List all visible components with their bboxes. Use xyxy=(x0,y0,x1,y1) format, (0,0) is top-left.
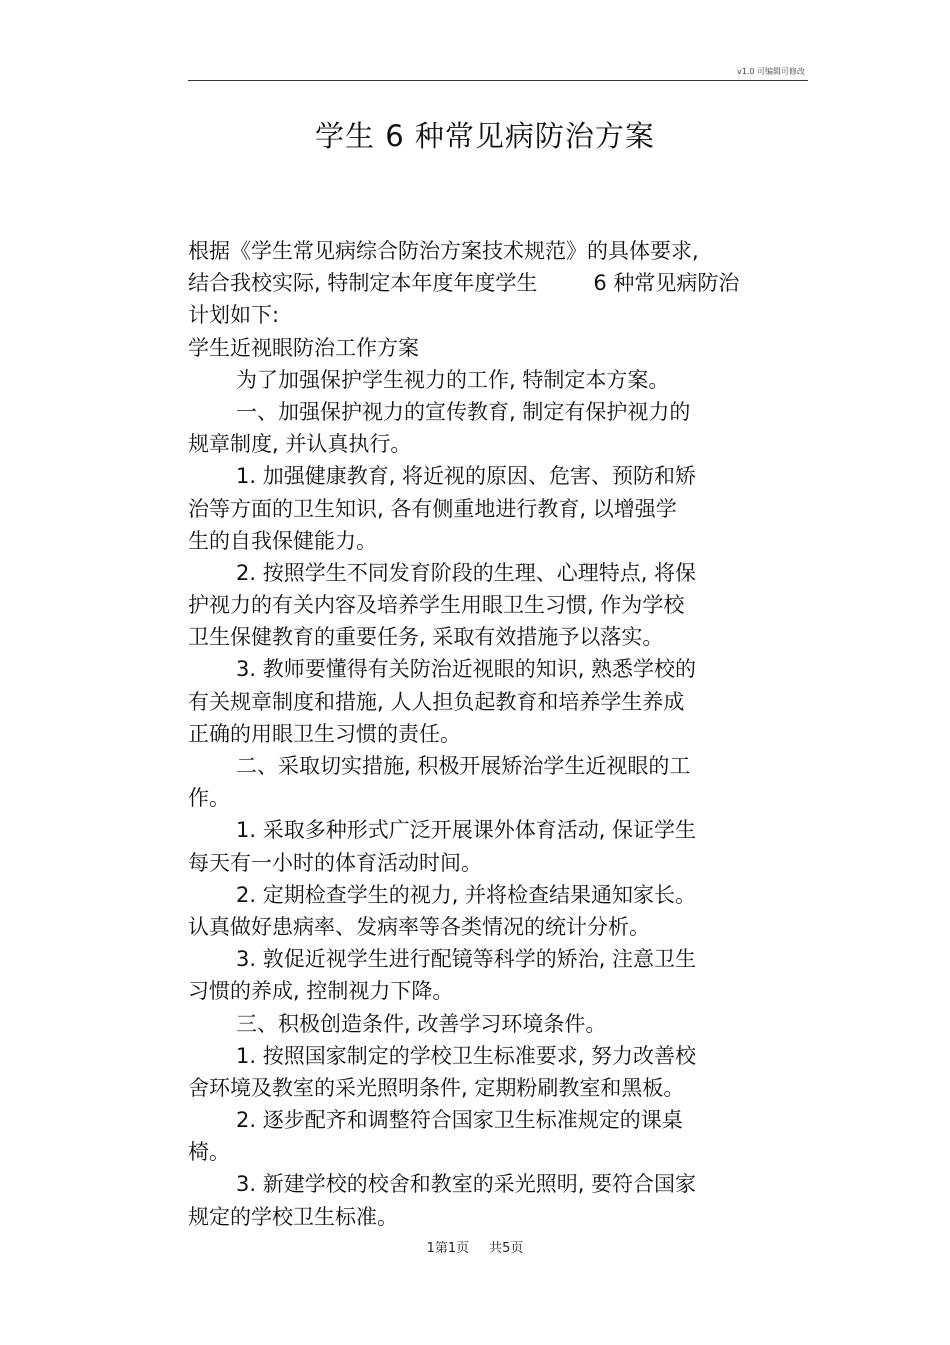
page-number: 1第1页 xyxy=(426,1241,470,1256)
paragraph-line: 作。 xyxy=(188,786,230,811)
intro-line: 根据《学生常见病综合防治方案技术规范》的具体要求, xyxy=(188,239,699,263)
paragraph-line: 1. 加强健康教育, 将近视的原因、危害、预防和矫 xyxy=(236,464,697,489)
header-divider xyxy=(188,80,808,81)
paragraph-line: 三、积极创造条件, 改善学习环境条件。 xyxy=(236,1011,607,1036)
paragraph-line: 每天有一小时的体育活动时间。 xyxy=(188,850,482,875)
paragraph-line: 规章制度, 并认真执行。 xyxy=(188,432,412,457)
page-footer xyxy=(0,1237,950,1256)
paragraph-line: 生的自我保健能力。 xyxy=(188,528,377,553)
paragraph-line: 有关规章制度和措施, 人人担负起教育和培养学生养成 xyxy=(188,689,685,714)
paragraph-line: 正确的用眼卫生习惯的责任。 xyxy=(188,721,461,746)
paragraph-line: 椅。 xyxy=(188,1140,230,1165)
paragraph-line: 一、加强保护视力的宣传教育, 制定有保护视力的 xyxy=(236,399,691,424)
paragraph-line: 2. 逐步配齐和调整符合国家卫生标准规定的课桌 xyxy=(236,1108,683,1133)
section-heading: 学生近视眼防治工作方案 xyxy=(188,335,419,360)
paragraph-line: 治等方面的卫生知识, 各有侧重地进行教育, 以增强学 xyxy=(188,496,677,521)
header-version: v1.0 可编辑可修改 xyxy=(737,67,805,76)
paragraph-line: 3. 敦促近视学生进行配镜等科学的矫治, 注意卫生 xyxy=(236,947,697,972)
intro-line xyxy=(188,267,798,299)
intro-text: 结合我校实际, 特制定本年度年度学生 xyxy=(188,271,538,296)
document-title: 学生 6 种常见病防治方案 xyxy=(315,119,655,153)
paragraph-line: 1. 采取多种形式广泛开展课外体育活动, 保证学生 xyxy=(236,818,697,843)
document-body xyxy=(188,235,798,1233)
paragraph-line: 2. 定期检查学生的视力, 并将检查结果通知家长。 xyxy=(236,882,697,907)
paragraph-line: 认真做好患病率、发病率等各类情况的统计分析。 xyxy=(188,914,650,939)
page-total: 共5页 xyxy=(489,1241,524,1256)
intro-text: 6 种常见病防治 xyxy=(593,271,740,296)
paragraph-line: 为了加强保护学生视力的工作, 特制定本方案。 xyxy=(236,367,670,392)
paragraph-line: 舍环境及教室的采光照明条件, 定期粉刷教室和黑板。 xyxy=(188,1075,685,1100)
paragraph-line: 二、采取切实措施, 积极开展矫治学生近视眼的工 xyxy=(236,754,691,778)
paragraph-line: 3. 教师要懂得有关防治近视眼的知识, 熟悉学校的 xyxy=(236,657,697,682)
intro-line: 计划如下: xyxy=(188,303,280,328)
paragraph-line: 3. 新建学校的校舍和教室的采光照明, 要符合国家 xyxy=(236,1172,697,1197)
paragraph-line: 1. 按照国家制定的学校卫生标准要求, 努力改善校 xyxy=(236,1043,697,1068)
paragraph-line: 习惯的养成, 控制视力下降。 xyxy=(188,979,454,1004)
paragraph-line: 护视力的有关内容及培养学生用眼卫生习惯, 作为学校 xyxy=(188,593,685,618)
paragraph-line: 2. 按照学生不同发育阶段的生理、心理特点, 将保 xyxy=(236,560,697,585)
paragraph-line: 卫生保健教育的重要任务, 采取有效措施予以落实。 xyxy=(188,625,664,650)
paragraph-line: 规定的学校卫生标准。 xyxy=(188,1204,398,1229)
